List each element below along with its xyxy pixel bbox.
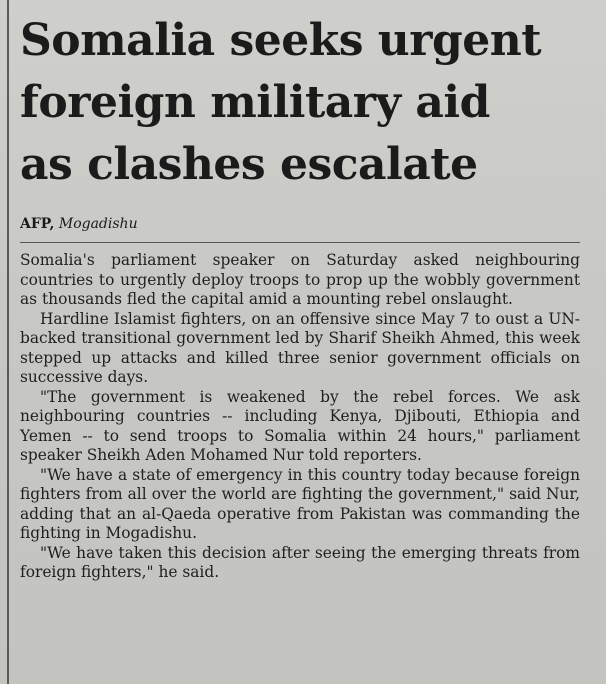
article-body bbox=[20, 251, 580, 583]
headline-line-1: Somalia seeks urgent bbox=[20, 15, 542, 66]
dateline bbox=[20, 216, 580, 238]
paragraph-4: "We have a state of emergency in this country today because foreign fighters from all over the world are fighting the government," said Nur, adding that an al-Qaeda operative from Pakistan was commanding the fighting in Mogadishu. bbox=[20, 465, 580, 542]
headline-line-3: as clashes escalate bbox=[20, 139, 478, 190]
dateline-rule bbox=[20, 242, 580, 243]
dateline-place: Mogadishu bbox=[58, 216, 138, 232]
article bbox=[20, 0, 580, 583]
headline-line-2: foreign military aid bbox=[20, 77, 490, 128]
paragraph-5: "We have taken this decision after seeing the emerging threats from foreign fighters," he said. bbox=[20, 543, 580, 581]
headline bbox=[20, 10, 580, 196]
paragraph-2: Hardline Islamist fighters, on an offensive since May 7 to oust a UN-backed transitional government led by Sharif Sheikh Ahmed, this week stepped up attacks and killed three senior government officials on successive days. bbox=[20, 309, 580, 386]
column-rule bbox=[7, 0, 9, 684]
dateline-agency: AFP, bbox=[20, 216, 55, 232]
paragraph-3: "The government is weakened by the rebel forces. We ask neighbouring countries -- including Kenya, Djibouti, Ethiopia and Yemen -- to send troops to Somalia within 24 hours," parliament speaker Sheikh Aden Mohamed Nur told reporters. bbox=[20, 387, 580, 464]
paragraph-1: Somalia's parliament speaker on Saturday asked neighbouring countries to urgently deploy troops to prop up the wobbly government as thousands fled the capital amid a mounting rebel onslaught. bbox=[20, 251, 580, 308]
